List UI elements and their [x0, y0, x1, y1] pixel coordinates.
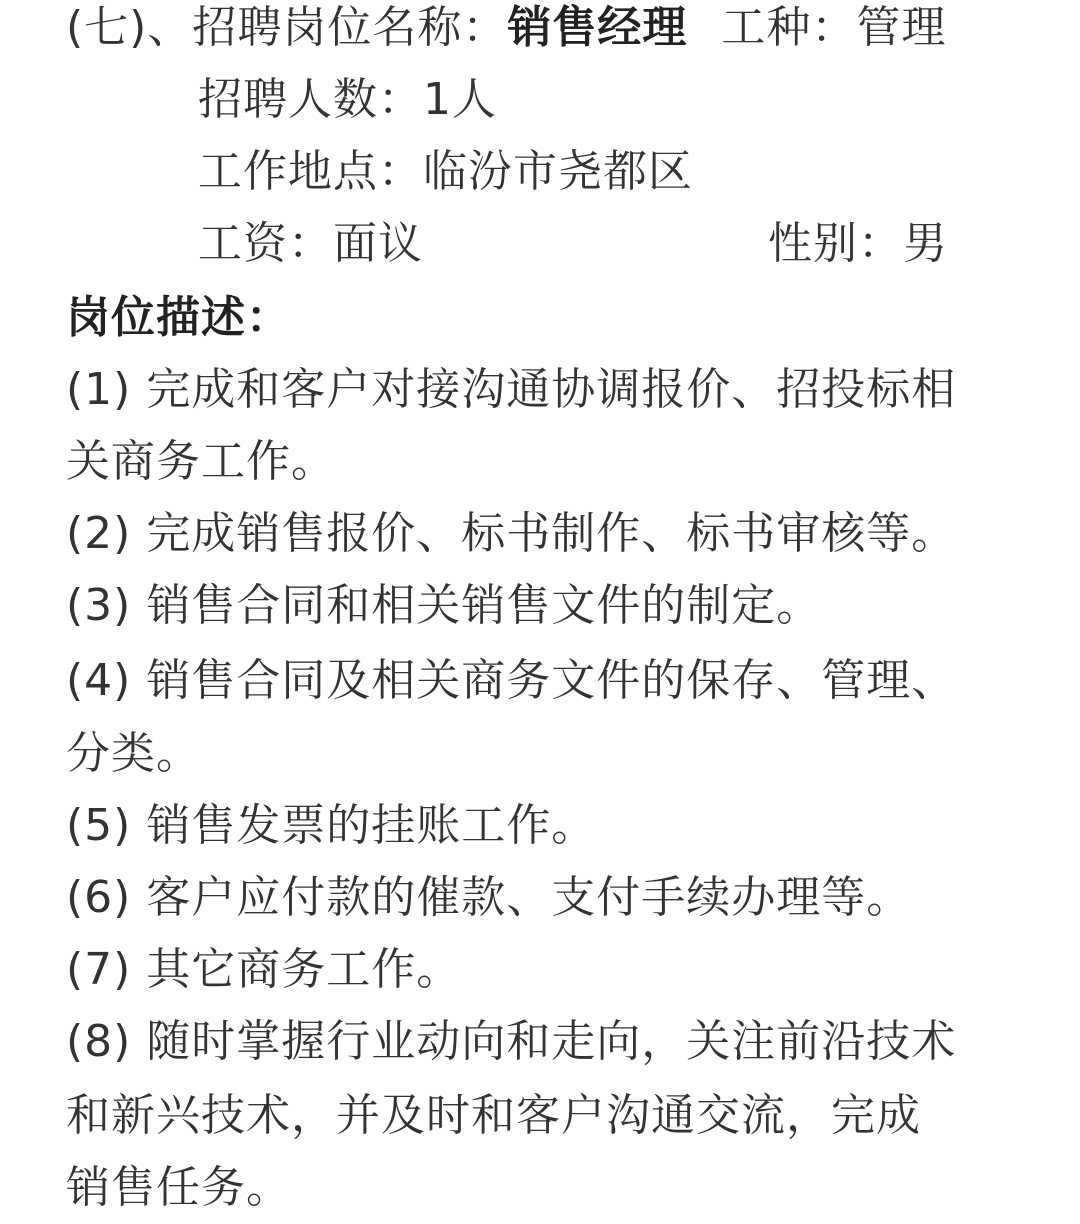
description-heading: 岗位描述：: [66, 292, 291, 343]
description-line: 分类。: [66, 728, 201, 779]
gender: 性别：男: [768, 218, 948, 269]
description-line: (3) 销售合同和相关销售文件的制定。: [66, 580, 822, 631]
work-location: 工作地点：临汾市尧都区: [198, 146, 693, 197]
description-line: (5) 销售发票的挂账工作。: [66, 800, 597, 851]
salary: 工资：面议: [198, 218, 423, 269]
description-line: (1) 完成和客户对接沟通协调报价、招投标相: [66, 364, 957, 415]
position-header: [66, 0, 946, 64]
position-prefix: (七)、招聘岗位名称：: [66, 2, 508, 53]
job-type: 工种：管理: [721, 2, 947, 53]
description-line: 和新兴技术，并及时和客户沟通交流，完成: [66, 1090, 921, 1141]
description-line: (7) 其它商务工作。: [66, 944, 462, 995]
position-title: 销售经理: [507, 2, 688, 53]
description-line: 关商务工作。: [66, 436, 336, 487]
description-line: 销售任务。: [66, 1162, 291, 1213]
description-line: (8) 随时掌握行业动向和走向，关注前沿技术: [66, 1016, 957, 1067]
description-line: (4) 销售合同及相关商务文件的保存、管理、: [66, 655, 957, 706]
headcount: 招聘人数：1人: [198, 74, 497, 125]
description-line: (2) 完成销售报价、标书制作、标书审核等。: [66, 508, 957, 559]
description-line: (6) 客户应付款的催款、支付手续办理等。: [66, 872, 912, 923]
